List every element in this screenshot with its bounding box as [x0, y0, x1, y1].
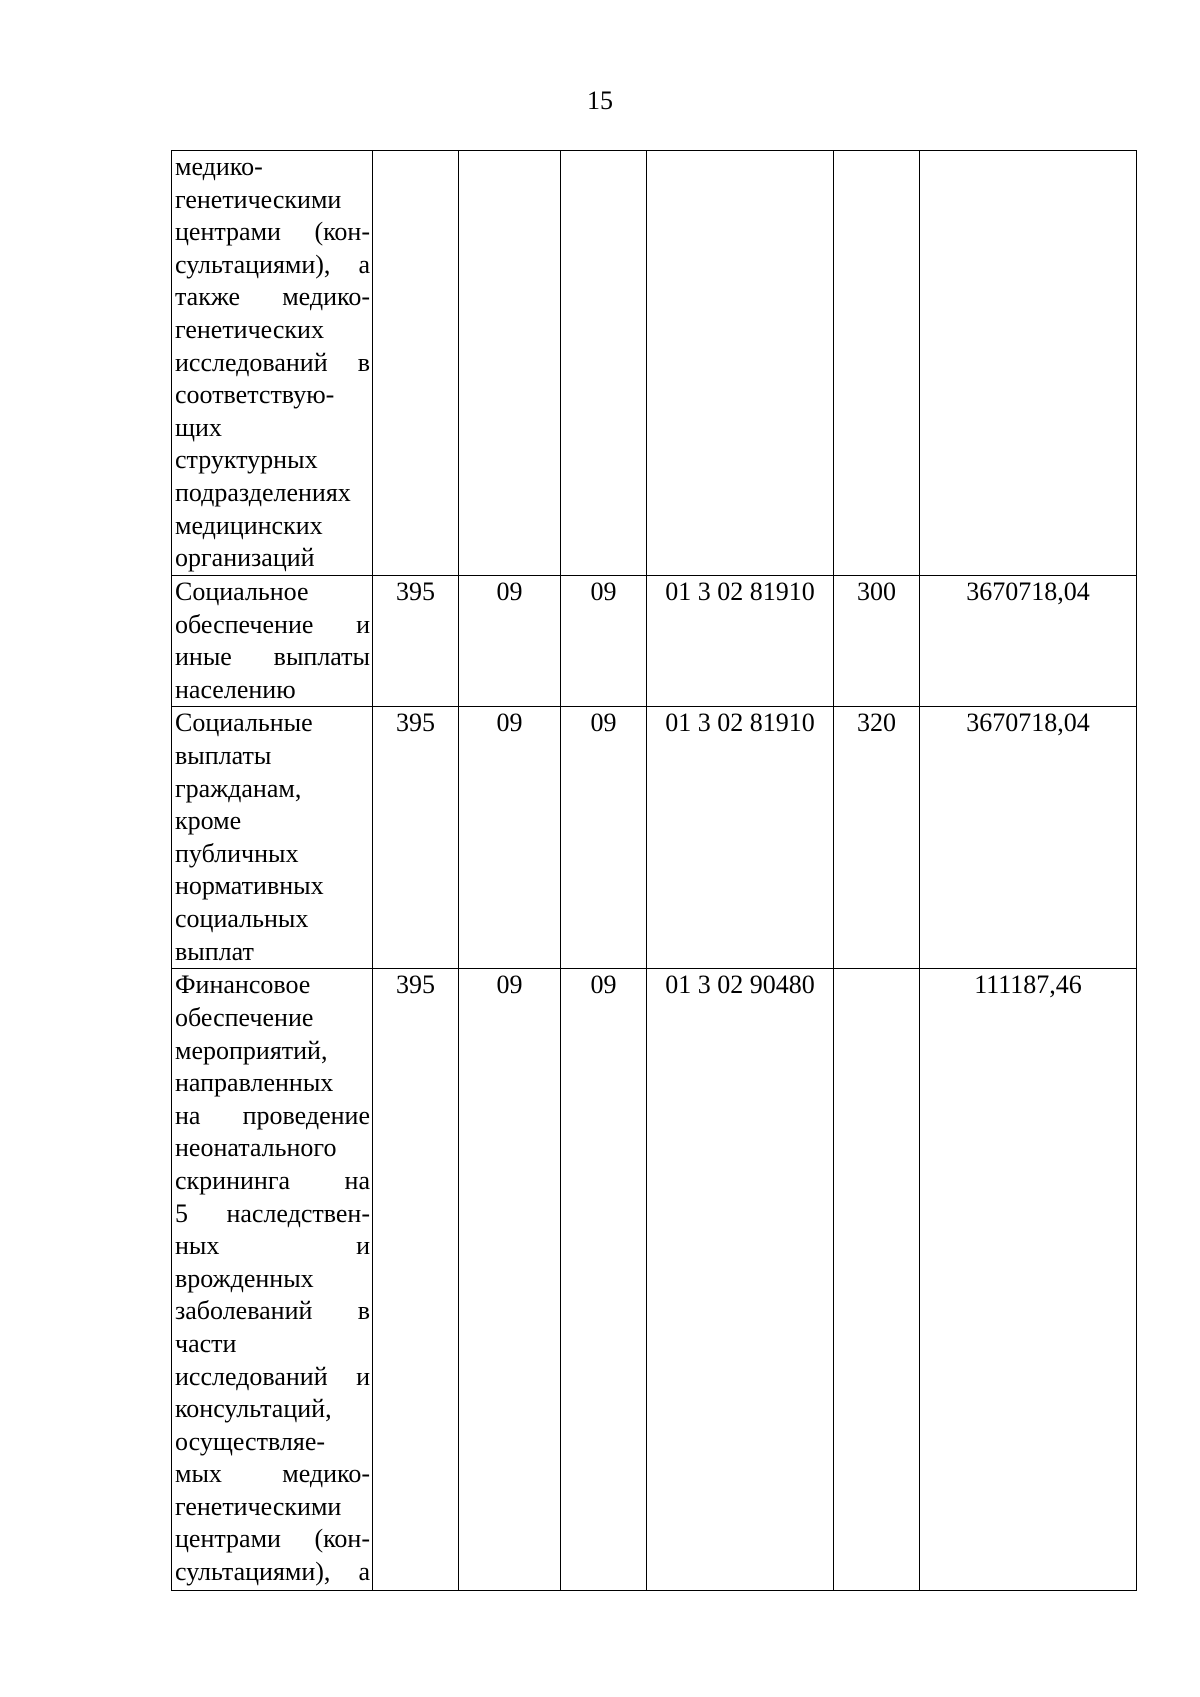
amount-cell: 111187,46	[920, 969, 1137, 1591]
amount-cell: 3670718,04	[920, 707, 1137, 969]
amount-cell: 3670718,04	[920, 576, 1137, 707]
ministry-code-cell: 395	[373, 576, 459, 707]
table-row	[172, 151, 1137, 576]
target-article-cell: 01 3 02 81910	[647, 707, 834, 969]
amount-cell	[920, 151, 1137, 576]
section-code-cell: 09	[459, 576, 561, 707]
row-name-cell: Социальные выплаты гражданам, кроме публичных нормативных социальных выплат	[172, 707, 373, 969]
expense-type-cell	[834, 969, 920, 1591]
section-code-cell: 09	[459, 707, 561, 969]
ministry-code-cell: 395	[373, 969, 459, 1591]
budget-table	[171, 150, 1137, 1591]
subsection-code-cell	[561, 151, 647, 576]
table-row	[172, 576, 1137, 707]
expense-type-cell	[834, 151, 920, 576]
subsection-code-cell: 09	[561, 707, 647, 969]
target-article-cell: 01 3 02 90480	[647, 969, 834, 1591]
ministry-code-cell	[373, 151, 459, 576]
expense-type-cell: 320	[834, 707, 920, 969]
subsection-code-cell: 09	[561, 576, 647, 707]
row-name-cell: медико- генетическими центрами (кон- сультациями), а также медико- генетических исследований в соответствую- щих структурных подразделениях медицинских организаций	[172, 151, 373, 576]
target-article-cell	[647, 151, 834, 576]
table-row	[172, 707, 1137, 969]
expense-type-cell: 300	[834, 576, 920, 707]
target-article-cell: 01 3 02 81910	[647, 576, 834, 707]
ministry-code-cell: 395	[373, 707, 459, 969]
table-row	[172, 969, 1137, 1591]
section-code-cell	[459, 151, 561, 576]
section-code-cell: 09	[459, 969, 561, 1591]
row-name-cell: Финансовое обеспечение мероприятий, направленных на проведение неонатального скрининга на 5 наследствен- ных и врожденных заболеваний в части исследований и консультаций, осуществляе- мых медико- генетическими центрами (кон- сультациями), а	[172, 969, 373, 1591]
row-name-cell: Социальное обеспечение и иные выплаты населению	[172, 576, 373, 707]
page-number: 15	[587, 86, 613, 115]
subsection-code-cell: 09	[561, 969, 647, 1591]
